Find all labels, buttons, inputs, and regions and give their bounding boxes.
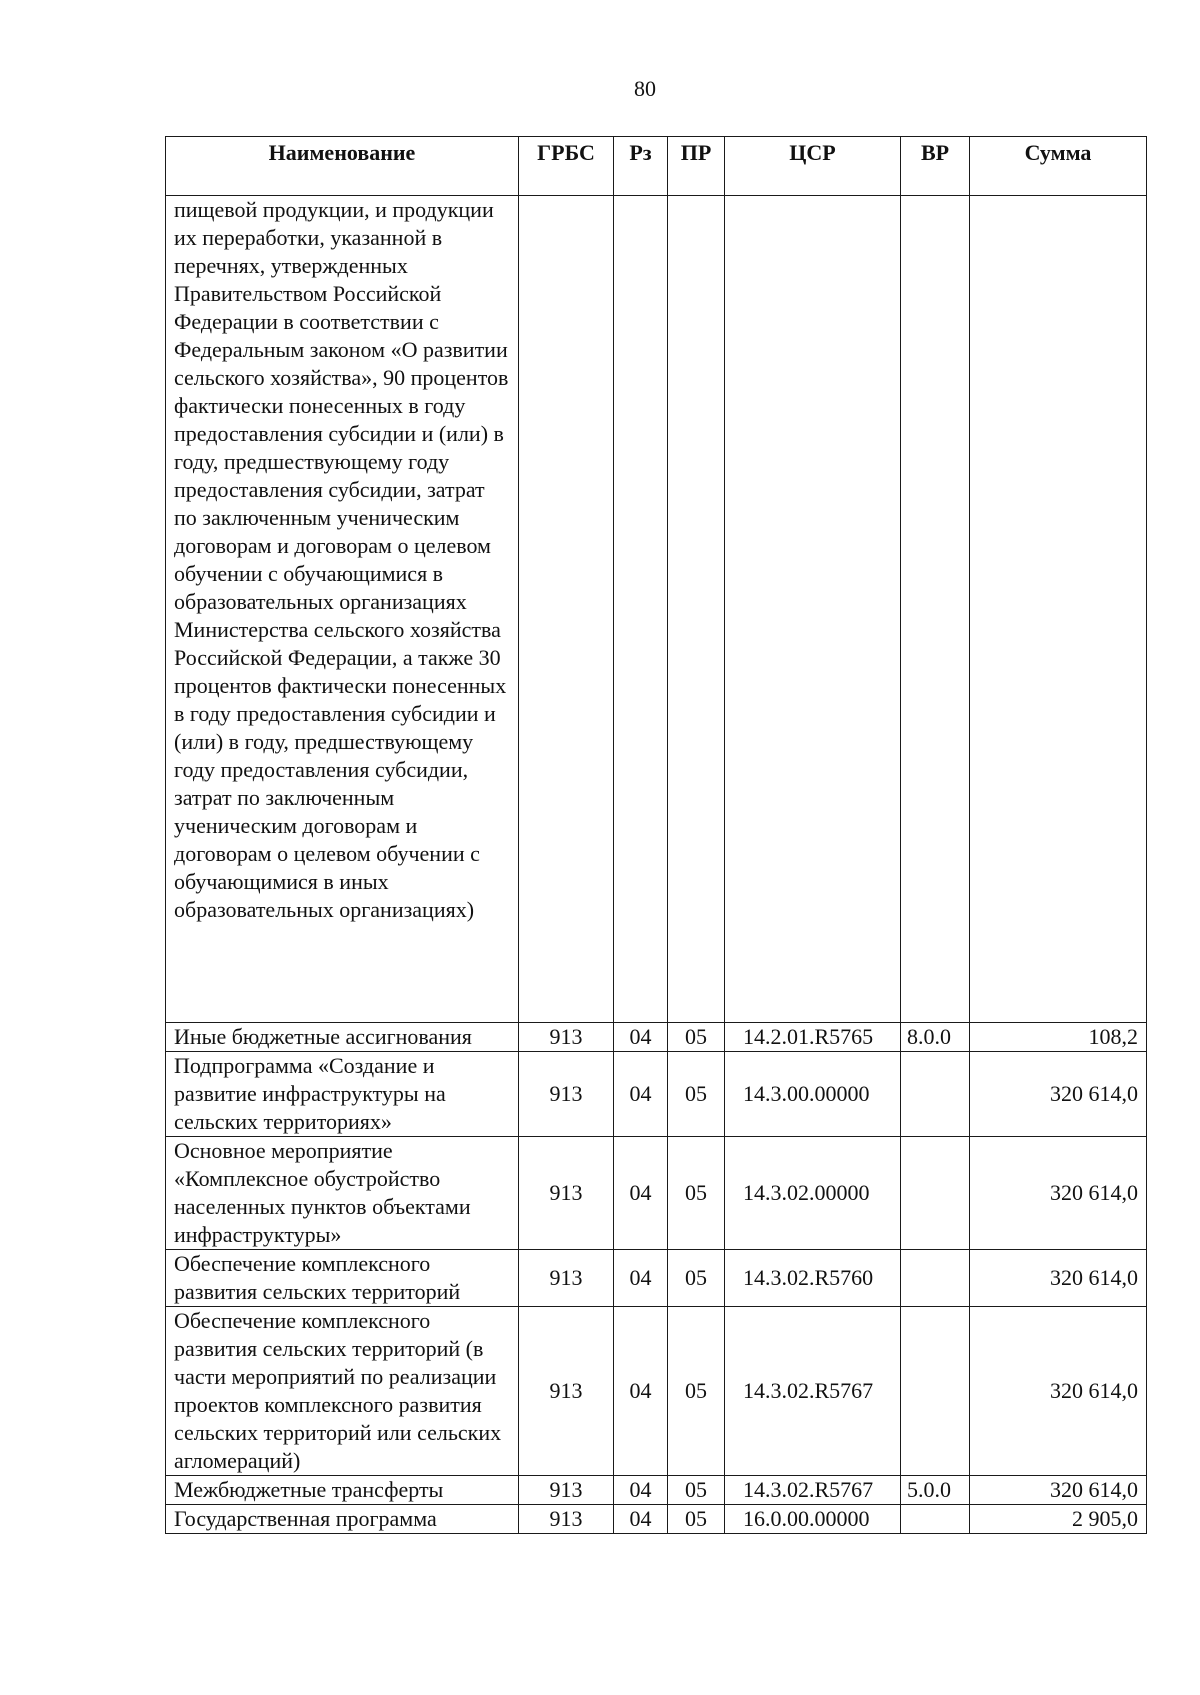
table-row	[166, 1052, 1147, 1137]
row-name: Обеспечение комплексного развития сельских территорий (в части мероприятий по реализации проектов комплексного развития сельских территорий или сельских агломераций)	[166, 1307, 519, 1476]
row-grbs: 913	[519, 1137, 614, 1250]
row-vr: 5.0.0	[901, 1476, 970, 1505]
row-rz: 04	[614, 1137, 668, 1250]
row-vr	[901, 196, 970, 1023]
row-pr: 05	[668, 1476, 725, 1505]
row-sum: 320 614,0	[970, 1250, 1147, 1307]
row-vr	[901, 1052, 970, 1137]
table-row	[166, 1250, 1147, 1307]
row-pr: 05	[668, 1250, 725, 1307]
table-header-row	[166, 137, 1147, 196]
row-name: Основное мероприятие «Комплексное обустройство населенных пунктов объектами инфраструктуры»	[166, 1137, 519, 1250]
row-grbs: 913	[519, 1023, 614, 1052]
table-row	[166, 1505, 1147, 1534]
row-pr: 05	[668, 1307, 725, 1476]
row-name: Подпрограмма «Создание и развитие инфраструктуры на сельских территориях»	[166, 1052, 519, 1137]
row-rz: 04	[614, 1476, 668, 1505]
row-rz: 04	[614, 1307, 668, 1476]
row-rz: 04	[614, 1023, 668, 1052]
row-pr: 05	[668, 1052, 725, 1137]
row-pr: 05	[668, 1023, 725, 1052]
row-name: Иные бюджетные ассигнования	[166, 1023, 519, 1052]
row-rz: 04	[614, 1250, 668, 1307]
row-csr: 14.3.02.R5767	[725, 1476, 901, 1505]
row-vr	[901, 1250, 970, 1307]
row-vr: 8.0.0	[901, 1023, 970, 1052]
row-grbs: 913	[519, 1505, 614, 1534]
header-vr: ВР	[901, 137, 970, 196]
row-grbs: 913	[519, 1476, 614, 1505]
header-name: Наименование	[166, 137, 519, 196]
budget-table	[165, 136, 1147, 1534]
row-grbs: 913	[519, 1250, 614, 1307]
row-grbs	[519, 196, 614, 1023]
row-csr: 14.3.00.00000	[725, 1052, 901, 1137]
row-csr: 14.3.02.R5760	[725, 1250, 901, 1307]
row-sum: 108,2	[970, 1023, 1147, 1052]
row-vr	[901, 1137, 970, 1250]
row-sum	[970, 196, 1147, 1023]
row-grbs: 913	[519, 1307, 614, 1476]
header-csr: ЦСР	[725, 137, 901, 196]
row-pr: 05	[668, 1137, 725, 1250]
header-pr: ПР	[668, 137, 725, 196]
row-csr: 14.3.02.00000	[725, 1137, 901, 1250]
row-name: пищевой продукции, и продукции их переработки, указанной в перечнях, утвержденных Правительством Российской Федерации в соответствии с Федеральным законом «О развитии сельского хозяйства», 90 процентов фактически понесенных в году предоставления субсидии и (или) в году, предшествующему году предоставления субсидии, затрат по заключенным ученическим договорам и договорам о целевом обучении с обучающимися в образовательных организациях Министерства сельского хозяйства Российской Федерации, а также 30 процентов фактически понесенных в году предоставления субсидии и (или) в году, предшествующему году предоставления субсидии, затрат по заключенным ученическим договорам и договорам о целевом обучении с обучающимися в иных образовательных организациях)	[166, 196, 519, 1023]
header-rz: Рз	[614, 137, 668, 196]
row-vr	[901, 1505, 970, 1534]
row-grbs: 913	[519, 1052, 614, 1137]
row-sum: 320 614,0	[970, 1307, 1147, 1476]
row-sum: 320 614,0	[970, 1052, 1147, 1137]
header-sum: Сумма	[970, 137, 1147, 196]
row-pr: 05	[668, 1505, 725, 1534]
row-name: Государственная программа	[166, 1505, 519, 1534]
row-csr: 14.3.02.R5767	[725, 1307, 901, 1476]
table-row	[166, 1023, 1147, 1052]
row-sum: 320 614,0	[970, 1476, 1147, 1505]
row-csr: 16.0.00.00000	[725, 1505, 901, 1534]
page-number: 80	[634, 76, 656, 101]
row-csr: 14.2.01.R5765	[725, 1023, 901, 1052]
row-name: Межбюджетные трансферты	[166, 1476, 519, 1505]
row-name: Обеспечение комплексного развития сельских территорий	[166, 1250, 519, 1307]
row-pr	[668, 196, 725, 1023]
table-row	[166, 196, 1147, 1023]
row-rz: 04	[614, 1052, 668, 1137]
row-csr	[725, 196, 901, 1023]
table-row	[166, 1137, 1147, 1250]
row-vr	[901, 1307, 970, 1476]
header-grbs: ГРБС	[519, 137, 614, 196]
row-sum: 320 614,0	[970, 1137, 1147, 1250]
row-sum: 2 905,0	[970, 1505, 1147, 1534]
table-row	[166, 1476, 1147, 1505]
row-rz	[614, 196, 668, 1023]
row-rz: 04	[614, 1505, 668, 1534]
table-row	[166, 1307, 1147, 1476]
